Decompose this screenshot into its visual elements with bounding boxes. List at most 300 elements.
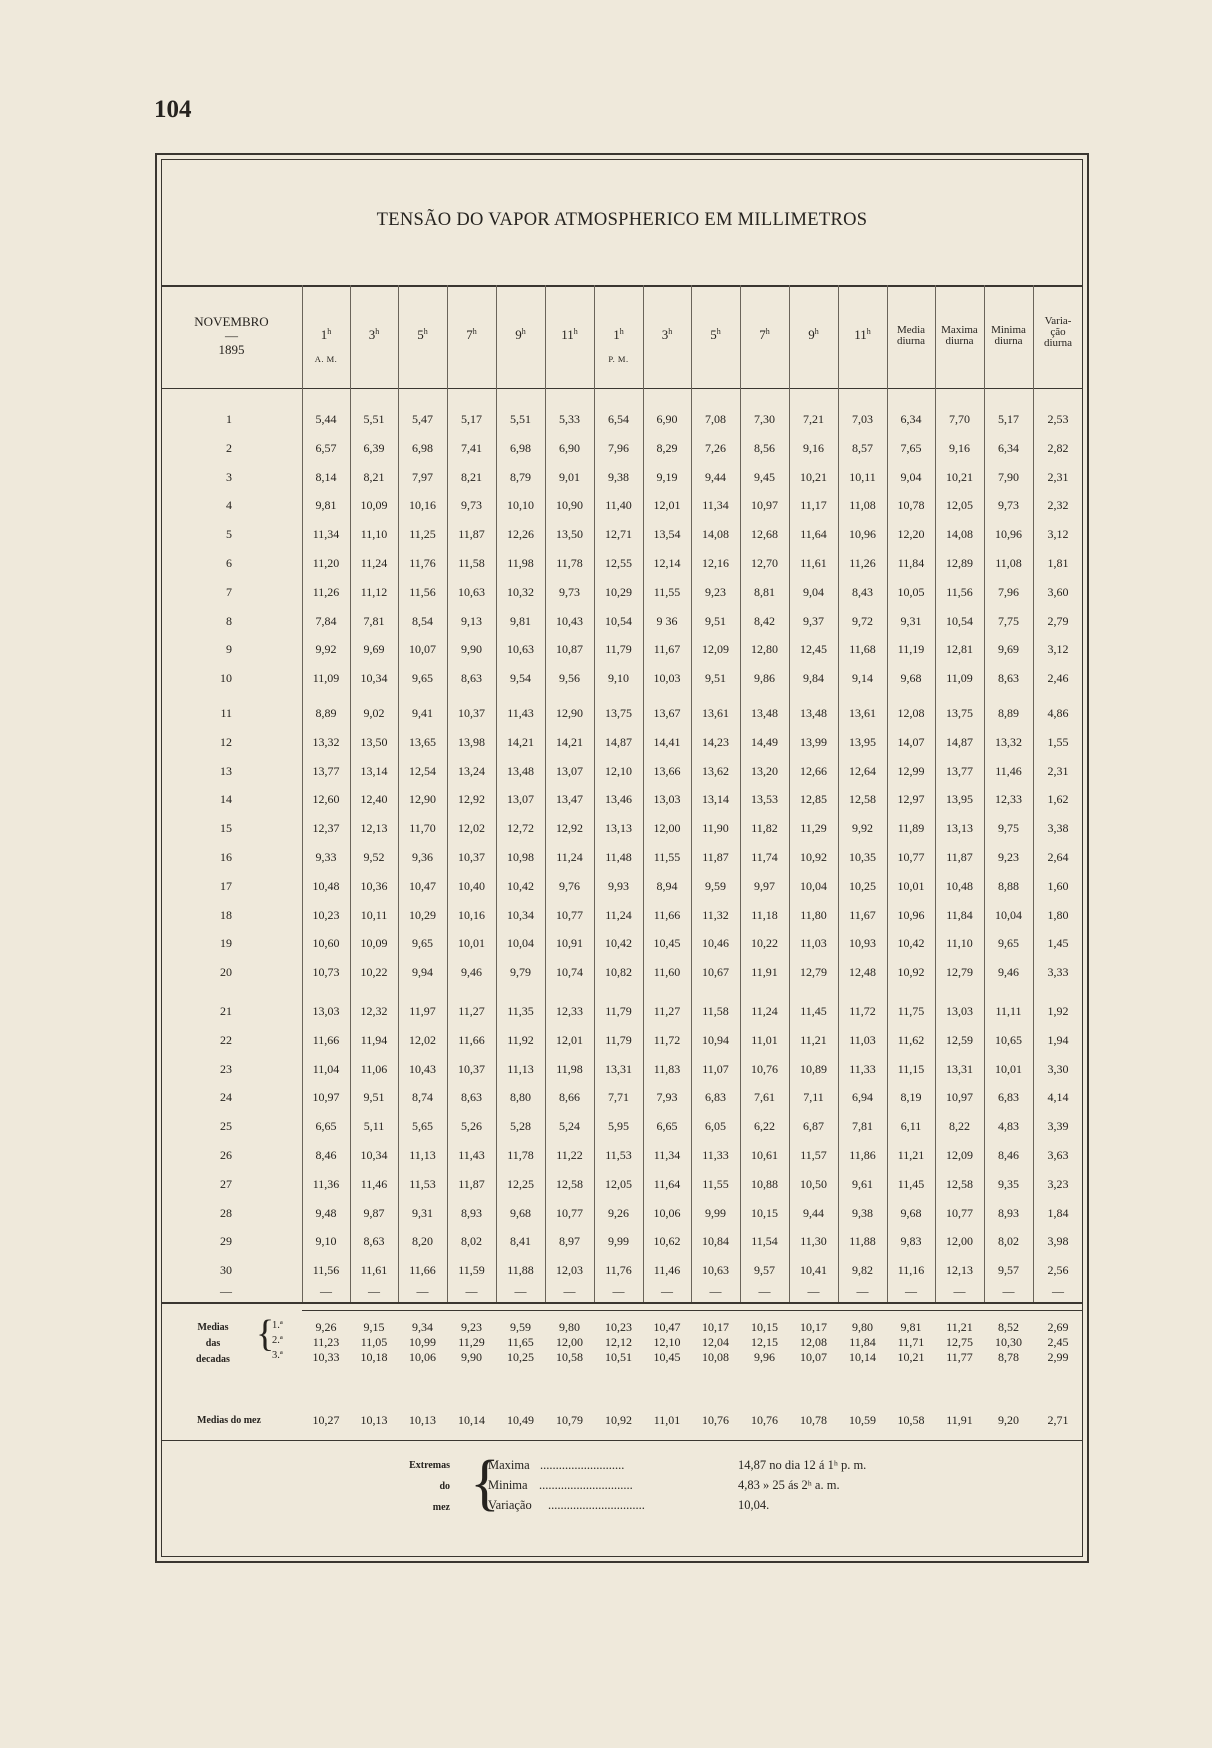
month-mean-cell: 9,20 xyxy=(998,1413,1019,1427)
table-cell: 10,93 xyxy=(849,936,876,951)
table-cell: 9,68 xyxy=(510,1205,531,1220)
table-cell: 11,75 xyxy=(897,1004,925,1018)
table-cell: 8,81 xyxy=(754,584,775,599)
day-number: 3 xyxy=(226,469,232,484)
table-cell: 10,42 xyxy=(605,936,632,951)
table-cell: 11,55 xyxy=(702,1176,729,1191)
table-cell: 3,60 xyxy=(1047,584,1069,599)
table-cell: 1,62 xyxy=(1047,792,1069,807)
table-cell: 9,65 xyxy=(412,671,433,686)
hour-header xyxy=(496,328,545,342)
table-cell: 13,13 xyxy=(946,821,973,836)
table-cell: 10,36 xyxy=(360,878,388,893)
decade-cell: 8,78 xyxy=(998,1350,1019,1364)
table-cell: 9,61 xyxy=(852,1176,873,1191)
table-cell: 11,91 xyxy=(751,965,778,980)
hour-header xyxy=(302,328,350,342)
table-cell: 11,22 xyxy=(556,1148,583,1162)
table-cell: 8,74 xyxy=(412,1090,433,1105)
table-cell: 9,14 xyxy=(852,671,873,686)
day-number: 26 xyxy=(220,1148,232,1162)
hour-header-suffix: h xyxy=(814,327,819,336)
table-cell: 12,60 xyxy=(312,792,340,807)
decade-cell: 8,52 xyxy=(998,1320,1019,1334)
table-cell: 7,65 xyxy=(900,440,922,455)
table-cell: 11,46 xyxy=(995,763,1022,778)
table-cell: 8,20 xyxy=(412,1234,433,1249)
table-cell: 10,47 xyxy=(409,878,436,893)
table-cell: 11,83 xyxy=(653,1061,681,1076)
table-cell: 2,56 xyxy=(1047,1263,1069,1278)
table-cell: 1,84 xyxy=(1047,1205,1069,1220)
table-cell: 10,63 xyxy=(702,1263,729,1278)
table-cell: 10,29 xyxy=(409,907,436,922)
table-cell: 12,10 xyxy=(605,763,632,778)
table-cell: 13,24 xyxy=(458,763,485,778)
table-cell: 11,18 xyxy=(751,907,778,922)
decade-cell: 10,30 xyxy=(995,1335,1022,1349)
table-cell: 13,13 xyxy=(605,821,632,836)
table-cell: 11,15 xyxy=(897,1061,925,1076)
table-rule xyxy=(161,1302,1083,1304)
table-cell: 10,03 xyxy=(653,671,681,686)
table-cell: 9,93 xyxy=(608,878,629,893)
table-cell: 11,24 xyxy=(605,907,632,922)
table-cell: 11,67 xyxy=(849,907,876,922)
extremes-brace: { xyxy=(470,1449,500,1517)
table-cell: 11,87 xyxy=(946,850,973,864)
table-cell: 9,86 xyxy=(754,671,775,686)
decade-cell: 9,80 xyxy=(559,1320,580,1334)
table-cell: 10,04 xyxy=(507,936,534,951)
table-cell: 12,71 xyxy=(605,527,632,542)
table-cell: 13,95 xyxy=(946,792,973,807)
decade-cell: 2,99 xyxy=(1047,1350,1069,1364)
table-cell: 10,16 xyxy=(458,907,485,922)
table-cell: 12,05 xyxy=(946,498,973,513)
table-cell: 2,31 xyxy=(1047,763,1069,778)
month-mean-cell: 10,13 xyxy=(409,1413,436,1427)
table-cell: 9,19 xyxy=(656,469,678,484)
table-cell: 9,04 xyxy=(803,584,824,599)
table-rule xyxy=(161,285,1083,287)
table-cell: 13,53 xyxy=(751,792,778,807)
table-cell: 12,32 xyxy=(360,1004,388,1018)
table-cell: 11,26 xyxy=(312,584,340,599)
day-number: 17 xyxy=(220,878,232,893)
table-cell: 6,11 xyxy=(900,1119,922,1134)
table-cell: 9,83 xyxy=(900,1234,922,1249)
table-cell: 9,54 xyxy=(510,671,531,686)
table-cell: 11,46 xyxy=(653,1263,681,1278)
hour-header-suffix: h xyxy=(423,327,428,336)
table-cell: 12,09 xyxy=(702,642,729,657)
table-cell: 14,07 xyxy=(897,734,925,749)
month-mean-cell: 10,79 xyxy=(556,1413,583,1427)
decade-cell: 10,21 xyxy=(897,1350,925,1364)
table-cell: 8,54 xyxy=(412,613,433,628)
table-cell: 9,56 xyxy=(559,671,580,686)
table-cell: 11,33 xyxy=(702,1148,729,1162)
hour-header xyxy=(789,328,838,342)
table-cell: 9,73 xyxy=(559,584,580,599)
table-cell: 10,32 xyxy=(507,584,534,599)
table-cell: 11,09 xyxy=(312,671,340,686)
day-number: 22 xyxy=(220,1032,232,1047)
table-cell: 11,43 xyxy=(507,706,534,720)
month-mean-cell: 10,76 xyxy=(751,1413,778,1427)
table-cell: 6,98 xyxy=(510,440,531,455)
table-cell: 13,32 xyxy=(995,734,1022,749)
table-cell: 6,65 xyxy=(315,1119,337,1134)
table-cell: 13,20 xyxy=(751,763,778,778)
decade-separator xyxy=(302,1310,1083,1311)
am-pm-label: A. M. xyxy=(314,354,338,364)
table-cell: 11,87 xyxy=(702,850,729,864)
decade-cell: 10,47 xyxy=(653,1320,681,1334)
table-cell: 11,74 xyxy=(751,850,778,864)
table-cell: 10,97 xyxy=(312,1090,340,1105)
table-cell: 10,22 xyxy=(360,965,388,980)
day-number: 20 xyxy=(220,965,232,980)
table-cell: 11,12 xyxy=(360,584,388,599)
stat-header: Media xyxy=(896,324,926,336)
table-cell: 12,54 xyxy=(409,763,436,778)
stat-header: Maxima xyxy=(941,324,978,336)
table-cell: 10,01 xyxy=(897,878,925,893)
table-cell: 11,61 xyxy=(360,1263,388,1278)
decade-ordinal: 1.ª xyxy=(272,1320,283,1331)
table-cell: 10,96 xyxy=(849,527,876,542)
table-cell: 10,11 xyxy=(360,907,388,922)
table-cell: 11,48 xyxy=(605,850,632,864)
hour-header xyxy=(594,328,643,342)
table-cell: 10,63 xyxy=(507,642,534,657)
table-cell: 7,41 xyxy=(461,440,482,455)
day-number: 24 xyxy=(220,1090,232,1105)
table-cell: 13,98 xyxy=(458,734,485,749)
table-cell: 10,23 xyxy=(312,907,340,922)
table-cell: 11,20 xyxy=(312,556,340,570)
table-cell: 1,94 xyxy=(1047,1032,1069,1047)
table-cell: 10,87 xyxy=(556,642,583,657)
table-cell: 8,89 xyxy=(998,706,1019,720)
table-cell: 12,09 xyxy=(946,1148,973,1162)
table-cell: 6,65 xyxy=(656,1119,678,1134)
table-cell: 3,98 xyxy=(1047,1234,1069,1249)
decade-cell: 9,23 xyxy=(461,1320,482,1334)
table-cell: 10,84 xyxy=(702,1234,729,1249)
table-cell: 11,24 xyxy=(360,556,388,570)
table-cell: 9,73 xyxy=(998,498,1019,513)
decade-cell: 9,96 xyxy=(754,1350,775,1364)
decade-cell: 10,17 xyxy=(702,1320,729,1334)
table-cell: 2,64 xyxy=(1047,850,1069,864)
decade-cell: 10,17 xyxy=(800,1320,827,1334)
table-cell: 9,41 xyxy=(412,706,433,720)
month-mean-cell: 2,71 xyxy=(1047,1413,1069,1427)
table-cell: 13,03 xyxy=(312,1004,340,1018)
hour-header-number: 9 xyxy=(808,327,815,342)
decades-label: das xyxy=(205,1338,221,1349)
table-cell: 5,47 xyxy=(412,412,433,426)
table-cell: 9,87 xyxy=(363,1205,385,1220)
table-cell: 8,41 xyxy=(510,1234,531,1249)
table-cell: 12,00 xyxy=(653,821,681,836)
table-cell: 5,95 xyxy=(608,1119,629,1134)
table-cell: 11,56 xyxy=(312,1263,340,1278)
table-cell: 9,97 xyxy=(754,878,775,893)
dash-mark: — xyxy=(905,1284,917,1298)
decade-cell: 11,84 xyxy=(849,1335,876,1349)
table-cell: 11,79 xyxy=(605,1004,632,1018)
hour-header-number: 1 xyxy=(320,327,328,342)
table-cell: 12,33 xyxy=(556,1004,583,1018)
decade-cell: 9,80 xyxy=(852,1320,873,1334)
hour-header-suffix: h xyxy=(472,327,477,336)
table-cell: 9,59 xyxy=(705,878,726,893)
table-cell: 8,22 xyxy=(949,1119,970,1134)
table-cell: 11,87 xyxy=(458,527,485,542)
dash-mark: — xyxy=(1052,1284,1064,1298)
dash-mark: — xyxy=(807,1284,820,1298)
table-cell: 11,11 xyxy=(995,1004,1022,1018)
table-cell: 11,17 xyxy=(800,498,827,513)
table-cell: 11,78 xyxy=(556,556,583,570)
table-cell: 13,61 xyxy=(849,706,876,720)
day-number: 8 xyxy=(226,613,232,628)
table-cell: 11,24 xyxy=(556,850,583,864)
table-cell: 9,68 xyxy=(900,671,922,686)
table-cell: 10,16 xyxy=(409,498,436,513)
table-cell: 10,21 xyxy=(800,469,827,484)
table-cell: 2,31 xyxy=(1047,469,1069,484)
table-cell: 12,20 xyxy=(897,527,925,542)
table-cell: 12,55 xyxy=(605,556,632,570)
table-cell: 12,37 xyxy=(312,821,340,836)
table-cell: 12,01 xyxy=(556,1032,583,1047)
table-cell: 10,48 xyxy=(946,878,973,893)
table-cell: 8,63 xyxy=(998,671,1019,686)
table-cell: 9,35 xyxy=(998,1176,1019,1191)
table-cell: 6,54 xyxy=(608,412,629,426)
table-cell: 9,38 xyxy=(608,469,629,484)
table-cell: 11,13 xyxy=(409,1148,436,1162)
table-cell: 11,84 xyxy=(946,907,973,922)
table-cell: 11,08 xyxy=(849,498,876,513)
decade-cell: 12,08 xyxy=(800,1335,827,1349)
table-cell: 10,21 xyxy=(946,469,973,484)
table-cell: 3,23 xyxy=(1047,1176,1069,1191)
table-cell: 12,16 xyxy=(702,556,729,570)
decade-cell: 12,10 xyxy=(653,1335,681,1349)
table-cell: 14,23 xyxy=(702,734,729,749)
dash-mark: — xyxy=(758,1284,771,1298)
dash-mark: — xyxy=(953,1284,966,1298)
table-cell: 8,02 xyxy=(998,1234,1019,1249)
table-cell: 11,76 xyxy=(409,556,436,570)
table-cell: 11,78 xyxy=(507,1148,534,1162)
table-cell: 12,05 xyxy=(605,1176,632,1191)
stat-header: diurna xyxy=(1043,337,1073,349)
hour-header-suffix: h xyxy=(619,327,624,336)
month-mean-cell: 10,76 xyxy=(702,1413,729,1427)
table-cell: 11,10 xyxy=(946,936,973,951)
month-mean-cell: 10,49 xyxy=(507,1413,534,1427)
table-cell: 8,93 xyxy=(998,1205,1019,1220)
table-cell: 8,63 xyxy=(461,671,482,686)
table-cell: 11,76 xyxy=(605,1263,632,1278)
decade-cell: 9,90 xyxy=(461,1350,482,1364)
table-cell: 10,89 xyxy=(800,1061,827,1076)
table-cell: 10,43 xyxy=(409,1061,436,1076)
table-cell: 10,76 xyxy=(751,1061,778,1076)
table-cell: 11,66 xyxy=(312,1032,340,1047)
hour-header-suffix: h xyxy=(521,327,526,336)
day-number: 27 xyxy=(220,1176,232,1191)
table-cell: 10,74 xyxy=(556,965,583,980)
table-cell: 8,21 xyxy=(363,469,385,484)
table-cell: 8,43 xyxy=(852,584,873,599)
table-cell: 9,73 xyxy=(461,498,482,513)
table-cell: 9,69 xyxy=(363,642,385,657)
table-cell: 3,12 xyxy=(1047,527,1069,542)
decade-cell: 10,25 xyxy=(507,1350,534,1364)
table-cell: 9,99 xyxy=(608,1234,629,1249)
table-cell: 12,58 xyxy=(849,792,876,807)
table-cell: 11,98 xyxy=(556,1061,583,1076)
dash-mark: — xyxy=(709,1284,722,1298)
table-cell: 10,77 xyxy=(556,907,583,922)
table-cell: 12,13 xyxy=(360,821,388,836)
table-cell: 12,40 xyxy=(360,792,388,807)
table-cell: 12,14 xyxy=(653,556,681,570)
dash-mark: — xyxy=(514,1284,527,1298)
table-cell: 11,62 xyxy=(897,1032,925,1047)
table-cell: 7,26 xyxy=(705,440,726,455)
table-cell: 9,68 xyxy=(900,1205,922,1220)
extreme-name: Variação xyxy=(488,1498,532,1512)
decade-cell: 10,08 xyxy=(702,1350,729,1364)
table-cell: 10,22 xyxy=(751,936,778,951)
table-cell: 12,92 xyxy=(458,792,485,807)
hour-header xyxy=(398,328,447,342)
table-cell: 11,10 xyxy=(360,527,388,542)
table-cell: 10,88 xyxy=(751,1176,778,1191)
table-cell: 11,57 xyxy=(800,1148,827,1162)
table-cell: 9,92 xyxy=(852,821,873,836)
table-cell: 8,97 xyxy=(559,1234,580,1249)
table-cell: 9,51 xyxy=(363,1090,385,1105)
table-cell: 10,54 xyxy=(946,613,973,628)
table-cell: 8,02 xyxy=(461,1234,482,1249)
table-cell: 9,23 xyxy=(998,850,1019,864)
decade-cell: 9,26 xyxy=(315,1320,337,1334)
table-cell: 11,80 xyxy=(800,907,827,922)
table-cell: 10,96 xyxy=(897,907,925,922)
hour-header xyxy=(447,328,496,342)
table-cell: 10,77 xyxy=(897,850,925,864)
month-mean-cell: 10,13 xyxy=(360,1413,388,1427)
table-cell: 11,89 xyxy=(897,821,925,836)
table-cell: 9,65 xyxy=(412,936,433,951)
table-cell: 13,03 xyxy=(946,1004,973,1018)
table-cell: 11,66 xyxy=(458,1032,485,1047)
table-cell: 10,61 xyxy=(751,1148,778,1162)
table-cell: 9,33 xyxy=(315,850,337,864)
hour-header-number: 11 xyxy=(854,327,867,342)
table-cell: 12,64 xyxy=(849,763,876,778)
month-mean-cell: 10,58 xyxy=(897,1413,925,1427)
table-cell: 3,12 xyxy=(1047,642,1069,657)
table-cell: 10,04 xyxy=(800,878,827,893)
hour-header-suffix: h xyxy=(765,327,770,336)
table-cell: 10,09 xyxy=(360,936,388,951)
table-cell: 12,92 xyxy=(556,821,583,836)
decade-cell: 11,05 xyxy=(360,1335,388,1349)
table-cell: 11,58 xyxy=(458,556,485,570)
table-cell: 12,02 xyxy=(409,1032,436,1047)
decade-cell: 11,23 xyxy=(312,1335,340,1349)
table-cell: 11,97 xyxy=(409,1004,436,1018)
table-cell: 9,10 xyxy=(608,671,629,686)
table-cell: 8,89 xyxy=(315,706,337,720)
day-number: 9 xyxy=(226,642,232,657)
hour-header-number: 3 xyxy=(368,327,376,342)
table-cell: 9,37 xyxy=(803,613,824,628)
table-cell: 13,14 xyxy=(360,763,388,778)
table-cell: 11,56 xyxy=(409,584,436,599)
day-number: 5 xyxy=(226,527,232,542)
table-cell: 10,01 xyxy=(995,1061,1022,1076)
decade-cell: 11,65 xyxy=(507,1335,534,1349)
day-number: 16 xyxy=(220,850,232,864)
table-cell: 7,03 xyxy=(852,412,873,426)
table-cell: 11,55 xyxy=(653,584,681,599)
table-cell: 10,78 xyxy=(897,498,925,513)
table-cell: 11,88 xyxy=(507,1263,534,1278)
table-cell: 7,21 xyxy=(803,412,824,426)
table-cell: 13,48 xyxy=(800,706,827,720)
table-cell: 10,92 xyxy=(897,965,925,980)
hour-header-suffix: h xyxy=(375,327,380,336)
table-cell: 9,48 xyxy=(315,1205,337,1220)
table-cell: 8,56 xyxy=(754,440,775,455)
table-cell: 2,79 xyxy=(1047,613,1069,628)
table-cell: 10,63 xyxy=(458,584,485,599)
table-cell: 5,65 xyxy=(412,1119,433,1134)
decade-cell: 9,34 xyxy=(412,1320,433,1334)
table-cell: 12,08 xyxy=(897,706,925,720)
table-cell: 11,68 xyxy=(849,642,876,657)
table-cell: 11,45 xyxy=(800,1004,827,1018)
hour-header-number: 5 xyxy=(710,327,717,342)
decades-label: Medias xyxy=(197,1322,229,1333)
table-cell: 11,16 xyxy=(897,1263,925,1278)
table-cell: 9,45 xyxy=(754,469,775,484)
table-cell: 12,26 xyxy=(507,527,534,542)
table-cell: 9,82 xyxy=(852,1263,873,1278)
table-cell: 12,97 xyxy=(897,792,925,807)
hour-header-number: 7 xyxy=(466,327,473,342)
table-cell: 10,54 xyxy=(605,613,632,628)
table-cell: 9,65 xyxy=(998,936,1019,951)
table-cell: 3,39 xyxy=(1047,1119,1069,1134)
day-number: 2 xyxy=(226,440,232,455)
table-cell: 11,55 xyxy=(653,850,681,864)
table-cell: 10,96 xyxy=(995,527,1022,542)
table-cell: 10,42 xyxy=(897,936,925,951)
